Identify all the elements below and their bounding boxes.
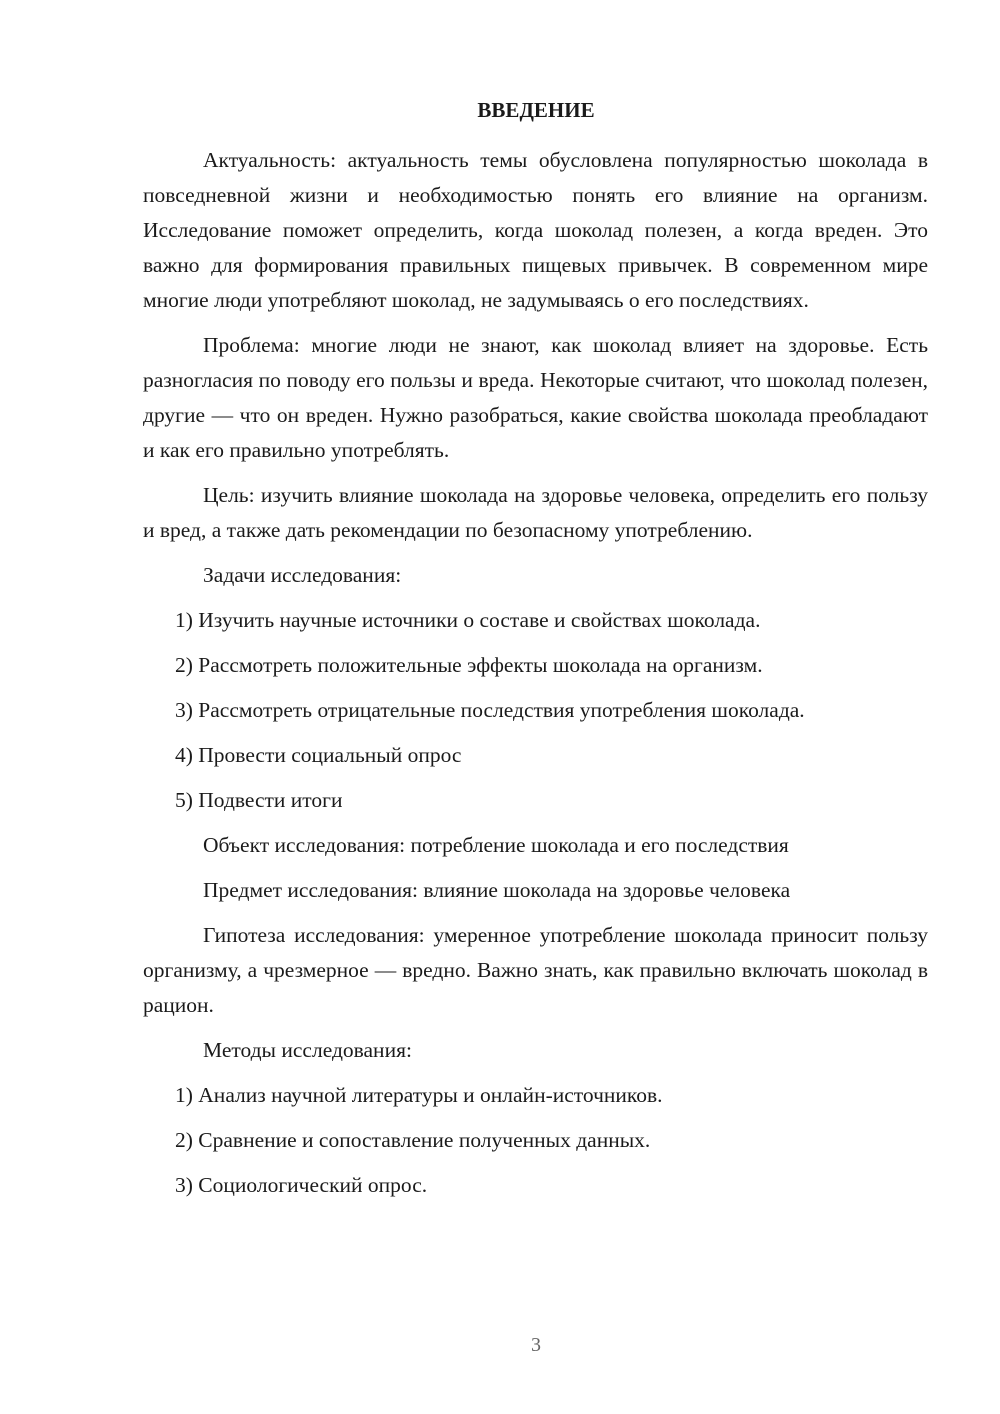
list-item: 4) Провести социальный опрос (175, 743, 462, 767)
list-item: 2) Сравнение и сопоставление полученных данных. (175, 1128, 651, 1152)
list-item: 1) Анализ научной литературы и онлайн-источников. (175, 1083, 663, 1107)
page-title: ВВЕДЕНИЕ (477, 98, 595, 122)
subject-line: Предмет исследования: влияние шоколада на здоровье человека (203, 878, 791, 902)
methods-heading: Методы исследования: (203, 1038, 412, 1062)
object-line: Объект исследования: потребление шоколада и его последствия (203, 833, 789, 857)
methods-list (143, 1078, 928, 1203)
relevance-paragraph: Актуальность: актуальность темы обусловлена популярностью шоколада в повседневной жизни и необходимостью понять его влияние на организм. Исследование поможет определить, когда шоколад полезен, а когда вреден. Это важно для формирования правильных пищевых привычек. В современном мире многие люди употребляют шоколад, не задумываясь о его последствиях. (143, 148, 928, 312)
tasks-heading: Задачи исследования: (203, 563, 402, 587)
list-item: 2) Рассмотреть положительные эффекты шоколада на организм. (175, 653, 763, 677)
document-body (143, 143, 928, 1213)
list-item: 3) Социологический опрос. (175, 1173, 428, 1197)
list-item: 3) Рассмотреть отрицательные последствия употребления шоколада. (175, 698, 805, 722)
goal-paragraph: Цель: изучить влияние шоколада на здоровье человека, определить его пользу и вред, а также дать рекомендации по безопасному употреблению. (143, 483, 928, 542)
tasks-list (143, 603, 928, 818)
problem-paragraph: Проблема: многие люди не знают, как шоколад влияет на здоровье. Есть разногласия по поводу его пользы и вреда. Некоторые считают, что шоколад полезен, другие — что он вреден. Нужно разобраться, какие свойства шоколада преобладают и как его правильно употреблять. (143, 333, 928, 462)
hypothesis-paragraph: Гипотеза исследования: умеренное употребление шоколада приносит пользу организму, а чрезмерное — вредно. Важно знать, как правильно включать шоколад в рацион. (143, 923, 928, 1017)
list-item: 5) Подвести итоги (175, 788, 343, 812)
list-item: 1) Изучить научные источники о составе и свойствах шоколада. (175, 608, 761, 632)
page-number: 3 (531, 1334, 541, 1356)
